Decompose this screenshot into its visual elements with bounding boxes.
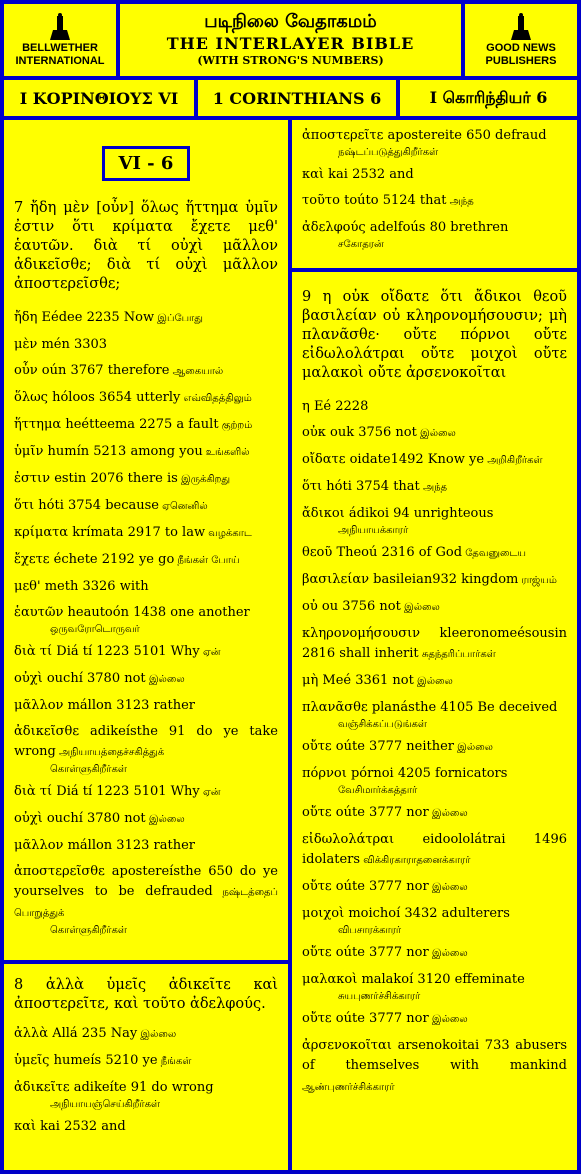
verse-8-word-list-cont xyxy=(302,126,567,251)
verse-8-greek: 8 ἀλλὰ ὑμεῖς ἀδικεῖτε καὶ ἀποστερεῖτε, καὶ τοῦτο ἀδελφούς. xyxy=(14,977,278,1012)
title-panel xyxy=(120,4,461,76)
entry-greek: μὲν xyxy=(14,337,38,352)
entry-greek: διὰ τί xyxy=(14,644,53,659)
entry-greek: ἀποστερεῖσθε xyxy=(14,864,105,879)
entry-english: estin 2076 there is xyxy=(54,471,178,486)
word-entry xyxy=(14,388,278,409)
entry-english: malakoí 3120 effeminate xyxy=(361,972,525,987)
entry-tamil-cont: விபசாரக்காரர் xyxy=(338,925,402,936)
entry-english: arsenokoitai 733 abusers of themselves with mankind xyxy=(302,1038,568,1073)
entry-tamil: இல்லை xyxy=(428,1014,468,1025)
verse-8-word-list xyxy=(14,1024,278,1137)
title-subtitle: (WITH STRONG'S NUMBERS) xyxy=(197,54,384,67)
entry-english: toúto 5124 that xyxy=(344,193,447,208)
word-entry xyxy=(14,669,278,690)
word-entry xyxy=(302,943,567,964)
entry-greek: ὅτι xyxy=(14,498,35,513)
word-entry xyxy=(14,577,278,597)
word-entry xyxy=(302,970,567,1003)
word-entry xyxy=(14,1078,278,1111)
word-entry xyxy=(14,308,278,329)
word-entry xyxy=(14,550,278,571)
entry-tamil: குற்றம் xyxy=(218,420,253,431)
entry-greek: ἤδη xyxy=(14,310,38,325)
entry-greek: η xyxy=(302,399,310,414)
entry-greek: πόρνοι xyxy=(302,766,347,781)
entry-tamil: அந்த xyxy=(419,482,448,493)
entry-tamil: ஆகையால் xyxy=(169,366,224,377)
word-entry xyxy=(14,696,278,716)
entry-english: ouchí 3780 not xyxy=(46,671,146,686)
word-entry xyxy=(302,570,567,591)
entry-greek: μὴ xyxy=(302,673,319,688)
entry-greek: ἀδελφούς xyxy=(302,220,366,235)
entry-greek: καὶ xyxy=(14,1119,37,1134)
entry-english: eidoololátrai 1496 idolaters xyxy=(302,832,567,867)
entry-greek: οὐχὶ xyxy=(14,671,43,686)
entry-greek: θεοῦ xyxy=(302,545,333,560)
entry-tamil-cont: நஷ்டப்படுத்துகிறீர்கள் xyxy=(338,147,439,158)
word-entry xyxy=(302,803,567,824)
word-entry xyxy=(302,1009,567,1030)
entry-english: apostereite 650 defraud xyxy=(387,128,547,143)
word-entry xyxy=(14,782,278,803)
word-entry xyxy=(302,737,567,758)
verse-7-greek: 7 ἤδη μὲν [οὖν] ὅλως ἥττημα ὑμῖν ἐστιν ὅτι κρίματα ἔχετε μεθ' ἑαυτῶν. διὰ τί οὐχὶ μᾶλλον ἀδικεῖσθε; διὰ τί οὐχὶ μᾶλλον ἀποστερεῖσθε; xyxy=(14,200,278,292)
goodnews-logo xyxy=(465,4,577,76)
entry-tamil: இல்லை xyxy=(400,602,440,613)
entry-english: humín 5213 among you xyxy=(47,444,203,459)
word-entry xyxy=(14,1051,278,1072)
word-entry xyxy=(302,165,567,185)
entry-greek: ἥττημα xyxy=(14,417,62,432)
bellwether-logo-text: BELLWETHER INTERNATIONAL xyxy=(15,42,105,67)
word-entry xyxy=(14,361,278,382)
entry-tamil: இல்லை xyxy=(145,814,185,825)
left-column-verse8 xyxy=(4,964,288,1170)
entry-tamil: இல்லை xyxy=(416,428,456,439)
entry-greek: οἴδατε xyxy=(302,452,346,467)
entry-english: oidate1492 Know ye xyxy=(349,452,485,467)
entry-english: oúte 3777 nor xyxy=(335,805,429,820)
entry-tamil: நீங்கள் போய் xyxy=(174,555,240,566)
verse-7-word-list xyxy=(14,308,278,937)
entry-english: Eé 2228 xyxy=(313,399,369,414)
entry-greek: ἀλλὰ xyxy=(14,1026,49,1041)
bellwether-logo xyxy=(4,4,116,76)
entry-greek: κρίματα xyxy=(14,525,69,540)
entry-greek: ὑμῖν xyxy=(14,444,44,459)
word-entry xyxy=(14,862,278,937)
entry-english: oúte 3777 nor xyxy=(335,945,429,960)
entry-greek: οὐχὶ xyxy=(14,811,43,826)
word-entry xyxy=(302,877,567,898)
word-entry xyxy=(302,126,567,159)
lamp-icon xyxy=(45,12,75,42)
entry-english: heétteema 2275 a fault xyxy=(65,417,219,432)
word-entry xyxy=(302,764,567,797)
entry-english: moichoí 3432 adulterers xyxy=(348,906,510,921)
entry-english: Eédee 2235 Now xyxy=(41,310,155,325)
entry-english: heautoón 1438 one another xyxy=(67,605,250,620)
word-entry xyxy=(302,450,567,471)
entry-tamil: சுதந்தரிப்பார்கள் xyxy=(418,649,496,660)
word-entry xyxy=(14,1024,278,1045)
word-entry xyxy=(14,836,278,856)
verse-9-greek: 9 η οὐκ οἴδατε ὅτι ἄδικοι θεοῦ βασιλείαν οὐ κληρονομήσουσιν; μὴ πλανᾶσθε· οὔτε πόρνοι οὔτε εἰδωλολάτραι οὔτε μοιχοὶ οὔτε μαλακοὶ οὔτε ἀρσενοκοῖται xyxy=(302,289,567,381)
entry-english: oúte 3777 neither xyxy=(335,739,454,754)
entry-tamil: தேவனுடைய xyxy=(462,548,526,559)
entry-english: kai 2532 and xyxy=(328,167,414,182)
entry-greek: ἑαυτῶν xyxy=(14,605,64,620)
entry-greek: οὔτε xyxy=(302,805,332,820)
entry-english: krímata 2917 to law xyxy=(72,525,206,540)
entry-tamil: இல்லை xyxy=(145,674,185,685)
entry-english: planásthe 4105 Be deceived xyxy=(371,700,558,715)
entry-greek: ὅτι xyxy=(302,479,323,494)
right-column-verse9 xyxy=(292,272,577,1170)
entry-greek: ἀδικεῖτε xyxy=(14,1080,70,1095)
entry-greek: ἔχετε xyxy=(14,552,50,567)
entry-english: ouchí 3780 not xyxy=(46,811,146,826)
entry-tamil: ஏன் xyxy=(199,787,221,798)
entry-english: hóti 3754 because xyxy=(38,498,159,513)
entry-english: kai 2532 and xyxy=(40,1119,126,1134)
entry-greek: πλανᾶσθε xyxy=(302,700,368,715)
entry-tamil: இப்போது xyxy=(154,313,203,324)
word-entry xyxy=(302,423,567,444)
entry-tamil: இல்லை xyxy=(428,948,468,959)
left-column-verse7 xyxy=(4,120,288,960)
entry-english: Diá tí 1223 5101 Why xyxy=(56,784,200,799)
word-entry xyxy=(302,218,567,251)
word-entry xyxy=(14,642,278,663)
entry-greek: οὔτε xyxy=(302,739,332,754)
greek-book-header: Ι ΚΟΡΙΝΘΙΟΥΣ VI xyxy=(4,80,194,116)
entry-tamil-cont: கொள்ளுகிறீர்கள் xyxy=(50,764,127,775)
entry-tamil: எவ்விதத்திலும் xyxy=(180,393,252,404)
entry-tamil-cont: கொள்ளுகிறீர்கள் xyxy=(50,925,127,936)
word-entry xyxy=(14,442,278,463)
entry-english: hóloos 3654 utterly xyxy=(52,390,181,405)
word-entry xyxy=(14,469,278,490)
entry-english: mállon 3123 rather xyxy=(67,698,195,713)
word-entry xyxy=(302,1036,567,1098)
entry-english: ouk 3756 not xyxy=(330,425,417,440)
entry-greek: μεθ' xyxy=(14,579,41,594)
entry-greek: μᾶλλον xyxy=(14,838,64,853)
word-entry xyxy=(14,523,278,544)
entry-tamil: வழக்காட xyxy=(205,528,252,539)
entry-english: adikeíte 91 do wrong xyxy=(73,1080,214,1095)
entry-greek: ἀρσενοκοῖται xyxy=(302,1038,392,1053)
entry-greek: ὑμεῖς xyxy=(14,1053,50,1068)
entry-tamil-cont: வேசிமார்க்கத்தார் xyxy=(338,785,418,796)
entry-english: apostereísthe 650 do ye yourselves to be defrauded xyxy=(14,864,278,899)
entry-greek: οὐ xyxy=(302,599,318,614)
word-entry xyxy=(302,698,567,731)
entry-tamil: அறிகிறீர்கள் xyxy=(484,455,543,466)
word-entry xyxy=(14,1117,278,1137)
word-entry xyxy=(14,496,278,517)
english-book-header: 1 CORINTHIANS 6 xyxy=(198,80,396,116)
entry-tamil-cont: அநியாயஞ்செய்கிறீர்கள் xyxy=(50,1099,161,1110)
entry-tamil: ஆண்புணர்ச்சிக்காரர் xyxy=(302,1082,395,1093)
entry-greek: τοῦτο xyxy=(302,193,340,208)
entry-english: mállon 3123 rather xyxy=(67,838,195,853)
tamil-title: படிநிலை வேதாகமம் xyxy=(204,11,377,32)
entry-english: Diá tí 1223 5101 Why xyxy=(56,644,200,659)
entry-greek: μᾶλλον xyxy=(14,698,64,713)
entry-english: oúte 3777 nor xyxy=(335,879,429,894)
entry-greek: εἰδωλολάτραι xyxy=(302,832,395,847)
entry-greek: διὰ τί xyxy=(14,784,53,799)
entry-english: Meé 3361 not xyxy=(322,673,414,688)
right-column-verse8 xyxy=(292,120,577,268)
entry-english: kleeronomeésousin 2816 shall inherit xyxy=(302,626,567,661)
entry-english: adelfoús 80 brethren xyxy=(369,220,509,235)
word-entry xyxy=(302,904,567,937)
entry-tamil-cont: சகோதரன் xyxy=(338,239,384,250)
entry-greek: οὔτε xyxy=(302,879,332,894)
word-entry xyxy=(302,504,567,537)
entry-english: oún 3767 therefore xyxy=(41,363,170,378)
verse-9-word-list xyxy=(302,397,567,1098)
entry-english: basileian932 kingdom xyxy=(373,572,519,587)
entry-greek: ἐστιν xyxy=(14,471,51,486)
word-entry xyxy=(302,397,567,417)
word-entry xyxy=(14,603,278,636)
entry-english: adikeísthe 91 do ye take wrong xyxy=(14,724,278,759)
entry-tamil: நஷ்டத்தைப் பொறுத்துக் xyxy=(14,887,279,919)
entry-english: meth 3326 with xyxy=(44,579,149,594)
entry-english: Allá 235 Nay xyxy=(52,1026,138,1041)
entry-english: hóti 3754 that xyxy=(326,479,420,494)
entry-tamil: இல்லை xyxy=(428,808,468,819)
entry-greek: ἄδικοι xyxy=(302,506,345,521)
entry-english: Theoú 2316 of God xyxy=(336,545,463,560)
entry-greek: μαλακοὶ xyxy=(302,972,358,987)
entry-greek: βασιλείαν xyxy=(302,572,370,587)
entry-tamil-cont: அநியாயக்காரர் xyxy=(338,525,409,536)
entry-greek: κληρονομήσουσιν xyxy=(302,626,421,641)
entry-english: échete 2192 ye go xyxy=(53,552,175,567)
entry-tamil: இல்லை xyxy=(454,742,493,753)
entry-english: mén 3303 xyxy=(41,337,108,352)
entry-greek: ὅλως xyxy=(14,390,48,405)
entry-english: ádikoi 94 unrighteous xyxy=(348,506,494,521)
word-entry xyxy=(14,809,278,830)
entry-tamil: ராஜ்யம் xyxy=(518,575,557,586)
entry-english: humeís 5210 ye xyxy=(53,1053,158,1068)
entry-tamil: ஏனெனில் xyxy=(158,501,208,512)
chapter-box: VI - 6 xyxy=(102,146,191,181)
entry-tamil: உங்களில் xyxy=(202,447,250,458)
word-entry xyxy=(302,543,567,564)
word-entry xyxy=(302,830,567,871)
entry-greek: οὖν xyxy=(14,363,38,378)
entry-greek: καὶ xyxy=(302,167,325,182)
entry-greek: ἀδικεῖσθε xyxy=(14,724,80,739)
english-title: THE INTERLAYER BIBLE xyxy=(166,34,415,53)
entry-greek: ἀποστερεῖτε xyxy=(302,128,384,143)
entry-tamil: ஏன் xyxy=(199,647,221,658)
entry-tamil-cont: வஞ்சிக்கப்படுங்கள் xyxy=(338,719,427,730)
word-entry xyxy=(14,722,278,776)
word-entry xyxy=(302,671,567,692)
tamil-book-header: I கொரிந்தியர் 6 xyxy=(400,80,577,116)
entry-tamil: அந்த xyxy=(446,196,474,207)
entry-tamil-cont: ஒருவரோடொருவர் xyxy=(50,624,140,635)
entry-tamil: அநியாயத்தைச்சகித்துக் xyxy=(55,747,165,758)
word-entry xyxy=(302,624,567,665)
entry-english: oúte 3777 nor xyxy=(335,1011,429,1026)
entry-greek: οὔτε xyxy=(302,945,332,960)
entry-english: ou 3756 not xyxy=(321,599,401,614)
entry-greek: οὐκ xyxy=(302,425,326,440)
entry-tamil: நீங்கள் xyxy=(157,1056,192,1067)
goodnews-logo-text: GOOD NEWS PUBLISHERS xyxy=(485,42,557,67)
entry-tamil: விக்கிரகாராதனைக்காரர் xyxy=(360,855,471,866)
word-entry xyxy=(302,191,567,212)
word-entry xyxy=(14,335,278,355)
entry-tamil: இல்லை xyxy=(428,882,468,893)
word-entry xyxy=(302,477,567,498)
word-entry xyxy=(14,415,278,436)
word-entry xyxy=(302,597,567,618)
lamp-icon xyxy=(506,12,536,42)
entry-tamil: இருக்கிறது xyxy=(177,474,231,485)
entry-tamil-cont: சுயபுணர்ச்சிக்காரர் xyxy=(338,991,421,1002)
entry-english: pórnoi 4205 fornicators xyxy=(350,766,508,781)
entry-tamil: இல்லை xyxy=(137,1029,177,1040)
entry-tamil: இல்லை xyxy=(413,676,453,687)
entry-greek: οὔτε xyxy=(302,1011,332,1026)
entry-greek: μοιχοὶ xyxy=(302,906,345,921)
